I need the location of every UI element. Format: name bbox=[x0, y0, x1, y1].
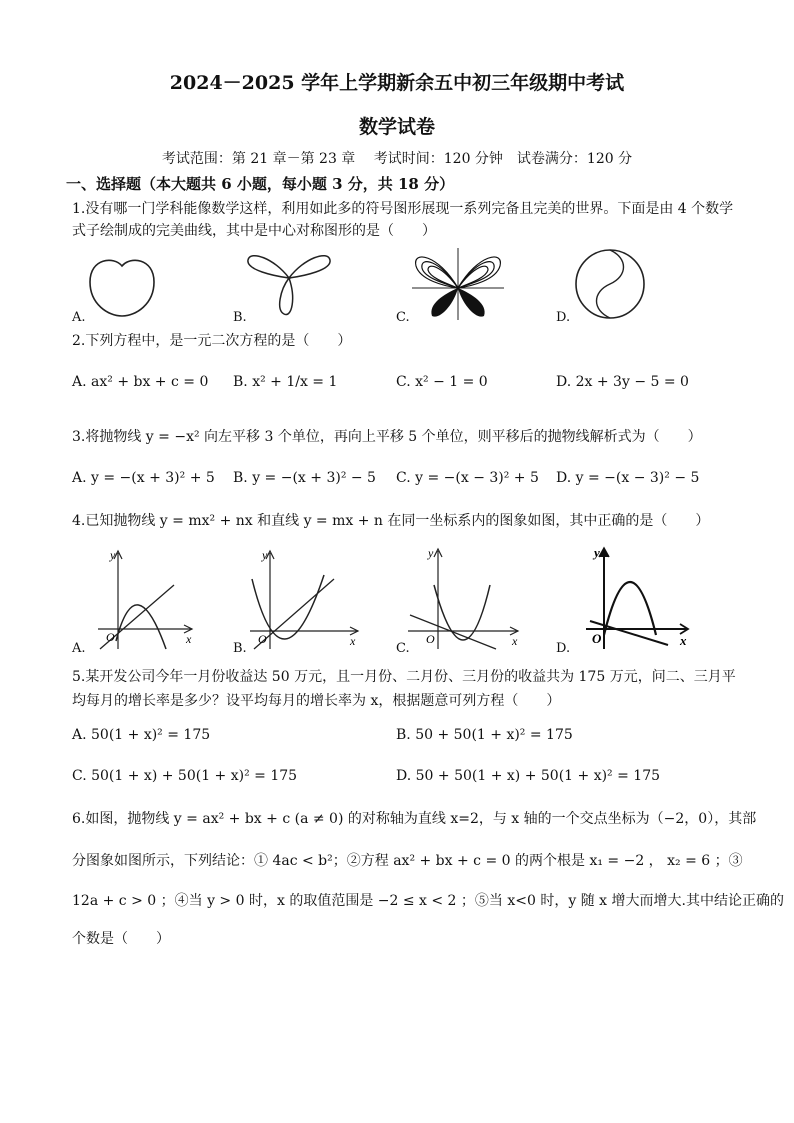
q3-option-c: C. y = −(x − 3)² + 5 bbox=[396, 470, 539, 486]
q1-label-c: C. bbox=[396, 310, 410, 325]
q6-line1: 6.如图，抛物线 y = ax² + bx + c (a ≠ 0) 的对称轴为直线 x=2，与 x 轴的一个交点坐标为（−2，0），其部 bbox=[72, 811, 757, 827]
q4c-axis-y: y bbox=[428, 546, 434, 560]
q2-text: 2.下列方程中，是一元二次方程的是（ ） bbox=[72, 333, 352, 349]
q1-figure-b bbox=[244, 248, 334, 318]
q5-option-b: B. 50 + 50(1 + x)² = 175 bbox=[396, 727, 573, 743]
exam-title: 2024－2025 学年上学期新余五中初三年级期中考试 bbox=[169, 72, 625, 94]
q4c-origin: O bbox=[426, 632, 435, 646]
q3-option-b: B. y = −(x + 3)² − 5 bbox=[233, 470, 376, 486]
q4-label-b: B. bbox=[233, 641, 247, 656]
q6-line4: 个数是（ ） bbox=[72, 931, 170, 947]
q3-option-a: A. y = −(x + 3)² + 5 bbox=[72, 470, 215, 486]
q1-line2: 式子绘制成的完美曲线，其中是中心对称图形的是（ ） bbox=[72, 223, 436, 239]
q4b-axis-y: y bbox=[262, 548, 268, 562]
q4c-axis-x: x bbox=[512, 634, 518, 648]
q4-graph-d bbox=[584, 545, 694, 655]
q6-line2: 分图象如图所示，下列结论：① 4ac < b²；②方程 ax² + bx + c = 0 的两个根是 x₁ = −2 ， x₂ = 6 ；③ bbox=[72, 853, 743, 869]
q4-graph-b bbox=[248, 545, 363, 655]
q2-option-d: D. 2x + 3y − 5 = 0 bbox=[556, 374, 689, 390]
q3-text: 3.将抛物线 y = −x² 向左平移 3 个单位，再向上平移 5 个单位，则平移后的抛物线解析式为（ ） bbox=[72, 429, 702, 445]
q2-option-a: A. ax² + bx + c = 0 bbox=[72, 374, 209, 390]
q1-figure-a bbox=[82, 252, 162, 322]
q5-option-d: D. 50 + 50(1 + x) + 50(1 + x)² = 175 bbox=[396, 768, 661, 784]
exam-info: 考试范围：第 21 章－第 23 章 考试时间：120 分钟 试卷满分：120 分 bbox=[161, 151, 633, 167]
q4b-axis-x: x bbox=[350, 634, 356, 648]
q1-label-a: A. bbox=[72, 310, 86, 325]
q1-figure-c bbox=[408, 246, 508, 322]
q4-label-d: D. bbox=[556, 641, 571, 656]
q4d-axis-x: x bbox=[680, 633, 687, 648]
q5-line2: 均每月的增长率是多少？设平均每月的增长率为 x，根据题意可列方程（ ） bbox=[72, 693, 561, 709]
q5-line1: 5.某开发公司今年一月份收益达 50 万元，且一月份、二月份、三月份的收益共为 175 万元，问二、三月平 bbox=[72, 669, 736, 685]
q4a-axis-y: y bbox=[110, 548, 116, 562]
section-title: 一、选择题（本大题共 6 小题，每小题 3 分，共 18 分） bbox=[66, 175, 455, 193]
q3-option-d: D. y = −(x − 3)² − 5 bbox=[556, 470, 700, 486]
q4a-axis-x: x bbox=[186, 632, 192, 646]
q2-option-c: C. x² − 1 = 0 bbox=[396, 374, 488, 390]
q1-line1: 1.没有哪一门学科能像数学这样，利用如此多的符号图形展现一系列完备且完美的世界。下面是由 4 个数学 bbox=[72, 201, 734, 217]
q4-graph-a bbox=[92, 545, 202, 655]
q1-figure-d bbox=[570, 246, 650, 322]
q6-line3: 12a + c > 0 ；④当 y > 0 时，x 的取值范围是 −2 ≤ x < 2 ；⑤当 x<0 时，y 随 x 增大而增大.其中结论正确的 bbox=[72, 893, 784, 909]
exam-subtitle: 数学试卷 bbox=[358, 116, 435, 138]
q2-option-b: B. x² + 1/x = 1 bbox=[233, 374, 338, 390]
q4-graph-c bbox=[404, 545, 524, 655]
q1-label-b: B. bbox=[233, 310, 247, 325]
q5-option-a: A. 50(1 + x)² = 175 bbox=[72, 727, 211, 743]
q4a-origin: O bbox=[106, 630, 115, 644]
q4b-origin: O bbox=[258, 632, 267, 646]
q1-label-d: D. bbox=[556, 310, 571, 325]
q4-label-a: A. bbox=[72, 641, 86, 656]
q4-text: 4.已知抛物线 y = mx² + nx 和直线 y = mx + n 在同一坐标系内的图象如图，其中正确的是（ ） bbox=[72, 513, 710, 529]
q4d-origin: O bbox=[592, 631, 602, 646]
q4-label-c: C. bbox=[396, 641, 410, 656]
q4d-axis-y: y bbox=[594, 545, 600, 560]
q5-option-c: C. 50(1 + x) + 50(1 + x)² = 175 bbox=[72, 768, 298, 784]
